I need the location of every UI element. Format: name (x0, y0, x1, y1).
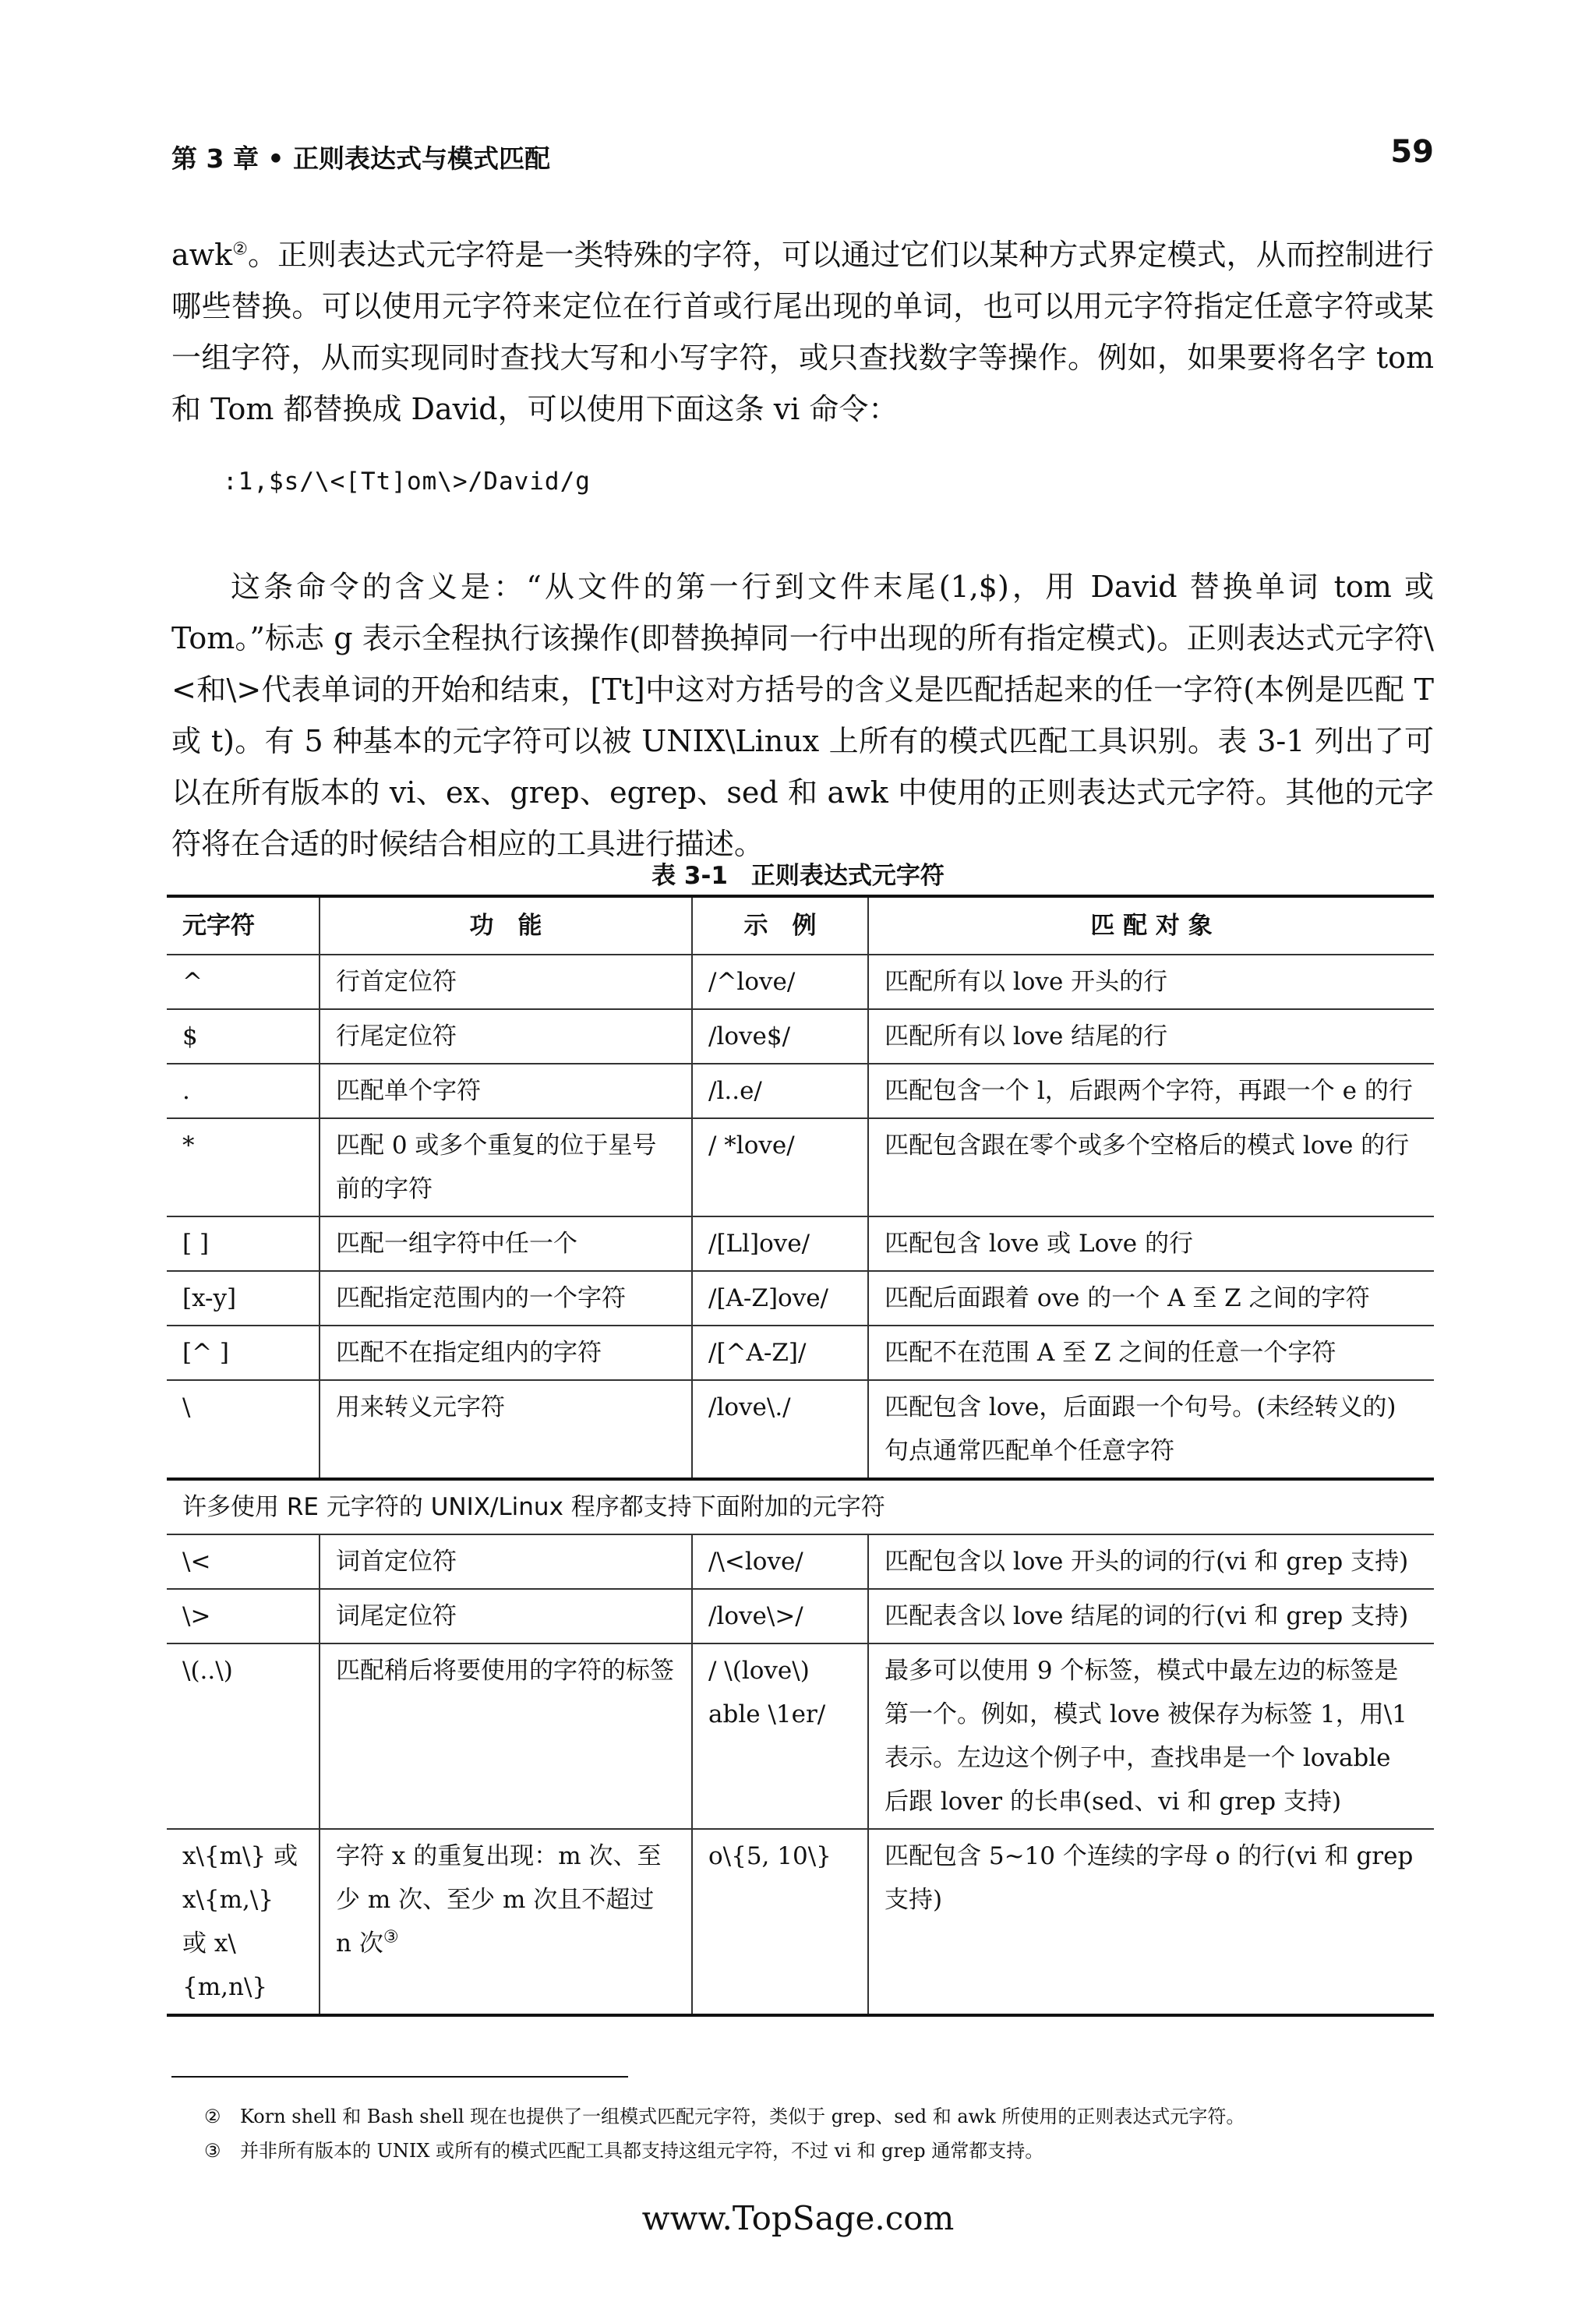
watermark-url: www.TopSage.com (641, 2199, 955, 2237)
footnote-marker: ③ (204, 2140, 221, 2162)
footnote-divider (171, 2076, 628, 2078)
footnote-text: 并非所有版本的 UNIX 或所有的模式匹配工具都支持这组元字符，不过 vi 和 grep 通常都支持。 (240, 2140, 1044, 2162)
cell-metachar: \< (167, 1534, 320, 1589)
cell-function: 词首定位符 (320, 1534, 692, 1589)
cell-example: o\{5, 10\} (692, 1829, 868, 2015)
cell-function (320, 1829, 692, 2015)
footnote-marker: ② (204, 2106, 221, 2127)
cell-function: 行尾定位符 (320, 1009, 692, 1064)
cell-example: /love\>/ (692, 1589, 868, 1643)
table-caption-number: 表 3-1 (651, 862, 728, 890)
chapter-title: 第 3 章 • 正则表达式与模式匹配 (171, 143, 551, 174)
cell-metachar: [x-y] (167, 1271, 320, 1326)
cell-example: / *love/ (692, 1118, 868, 1216)
cell-matches: 匹配包含 love 或 Love 的行 (868, 1216, 1434, 1271)
table-row (167, 1118, 1434, 1216)
cell-matches: 匹配包含 love，后面跟一个句号。(未经转义的)句点通常匹配单个任意字符 (868, 1380, 1434, 1479)
cell-metachar: [^ ] (167, 1326, 320, 1380)
table-row (167, 1009, 1434, 1064)
table-row (167, 1216, 1434, 1271)
table-row (167, 1643, 1434, 1829)
cell-matches: 匹配所有以 love 开头的行 (868, 955, 1434, 1009)
cell-example: /[Ll]ove/ (692, 1216, 868, 1271)
cell-matches: 匹配包含以 love 开头的词的行(vi 和 grep 支持) (868, 1534, 1434, 1589)
footnote-ref-2: ② (232, 239, 249, 259)
cell-function: 用来转义元字符 (320, 1380, 692, 1479)
paragraph-explanation: 这条命令的含义是：“从文件的第一行到文件末尾(1,$)，用 David 替换单词 tom 或 Tom。”标志 g 表示全程执行该操作(即替换掉同一行中出现的所有指定模式)。正则表达式元字符\<和\>代表单词的开始和结束，[Tt]中这对方括号的含义是匹配括起来的任一字符(本例是匹配 T 或 t)。有 5 种基本的元字符可以被 UNIX\Linux 上所有的模式匹配工具识别。表 3-1 列出了可以在所有版本的 vi、ex、grep、egrep、sed 和 awk 中使用的正则表达式元字符。其他的元字符将在合适的时候结合相应的工具进行描述。 (171, 570, 1434, 861)
cell-function: 词尾定位符 (320, 1589, 692, 1643)
cell-function: 匹配指定范围内的一个字符 (320, 1271, 692, 1326)
page-number: 59 (1390, 134, 1434, 170)
cell-example: /\<love/ (692, 1534, 868, 1589)
cell-matches: 匹配所有以 love 结尾的行 (868, 1009, 1434, 1064)
page-header (171, 134, 1434, 185)
paragraph-intro (171, 229, 1434, 435)
table-row (167, 955, 1434, 1009)
cell-function: 匹配一组字符中任一个 (320, 1216, 692, 1271)
table-row (167, 1326, 1434, 1380)
cell-metachar: [ ] (167, 1216, 320, 1271)
cell-metachar: \ (167, 1380, 320, 1479)
cell-matches: 匹配包含 5~10 个连续的字母 o 的行(vi 和 grep 支持) (868, 1829, 1434, 2015)
table-row (167, 1380, 1434, 1479)
cell-matches: 匹配包含跟在零个或多个空格后的模式 love 的行 (868, 1118, 1434, 1216)
cell-matches: 匹配包含一个 l，后跟两个字符，再跟一个 e 的行 (868, 1064, 1434, 1118)
header-function: 功 能 (320, 896, 692, 955)
cell-metachar: . (167, 1064, 320, 1118)
table-section-row (167, 1479, 1434, 1534)
footnote-2 (204, 2102, 1420, 2131)
cell-matches: 匹配不在范围 A 至 Z 之间的任意一个字符 (868, 1326, 1434, 1380)
header-metachar: 元字符 (167, 896, 320, 955)
cell-metachar: \> (167, 1589, 320, 1643)
header-matches: 匹 配 对 象 (868, 896, 1434, 955)
footnote-3 (204, 2137, 1420, 2165)
metacharacter-table (167, 895, 1434, 2017)
footnote-text: Korn shell 和 Bash shell 现在也提供了一组模式匹配元字符，类似于 grep、sed 和 awk 所使用的正则表达式元字符。 (240, 2106, 1245, 2127)
table-row (167, 1534, 1434, 1589)
cell-example: /^love/ (692, 955, 868, 1009)
table-row (167, 1589, 1434, 1643)
cell-function: 匹配 0 或多个重复的位于星号前的字符 (320, 1118, 692, 1216)
cell-matches: 匹配后面跟着 ove 的一个 A 至 Z 之间的字符 (868, 1271, 1434, 1326)
cell-function: 匹配不在指定组内的字符 (320, 1326, 692, 1380)
table-row (167, 1064, 1434, 1118)
cell-metachar: * (167, 1118, 320, 1216)
section-label: 许多使用 RE 元字符的 UNIX/Linux 程序都支持下面附加的元字符 (167, 1479, 1434, 1534)
table-row (167, 1829, 1434, 2015)
cell-example: /[^A-Z]/ (692, 1326, 868, 1380)
table-caption (0, 856, 1596, 891)
cell-example: /l..e/ (692, 1064, 868, 1118)
cell-matches: 匹配表含以 love 结尾的词的行(vi 和 grep 支持) (868, 1589, 1434, 1643)
header-example: 示 例 (692, 896, 868, 955)
vi-command-example: :1,$s/\<[Tt]om\>/David/g (223, 468, 591, 496)
cell-function: 行首定位符 (320, 955, 692, 1009)
paragraph-lead: awk (171, 238, 233, 272)
table-caption-title: 正则表达式元字符 (750, 862, 945, 890)
cell-metachar: ^ (167, 955, 320, 1009)
cell-function-text: 字符 x 的重复出现：m 次、至少 m 次、至少 m 次且不超过 n 次 (336, 1842, 662, 1958)
cell-function: 匹配稍后将要使用的字符的标签 (320, 1643, 692, 1829)
cell-metachar: \(..\) (167, 1643, 320, 1829)
paragraph-text: 。正则表达式元字符是一类特殊的字符，可以通过它们以某种方式界定模式，从而控制进行哪些替换。可以使用元字符来定位在行首或行尾出现的单词，也可以用元字符指定任意字符或某一组字符，从而实现同时查找大写和小写字符，或只查找数字等操作。例如，如果要将名字 tom 和 Tom 都替换成 David，可以使用下面这条 vi 命令： (171, 238, 1434, 426)
cell-example: /love$/ (692, 1009, 868, 1064)
cell-example: /[A-Z]ove/ (692, 1271, 868, 1326)
table-row (167, 1271, 1434, 1326)
cell-example: /love\./ (692, 1380, 868, 1479)
cell-function: 匹配单个字符 (320, 1064, 692, 1118)
cell-matches: 最多可以使用 9 个标签，模式中最左边的标签是第一个。例如，模式 love 被保存为标签 1，用\1 表示。左边这个例子中，查找串是一个 lovable 后跟 lover 的长串(sed、vi 和 grep 支持) (868, 1643, 1434, 1829)
table-header-row (167, 896, 1434, 955)
cell-metachar: x\{m\} 或 x\{m,\} 或 x\{m,n\} (167, 1829, 320, 2015)
cell-example: / \(love\) able \1er/ (692, 1643, 868, 1829)
cell-metachar: $ (167, 1009, 320, 1064)
footnote-ref-3: ③ (383, 1927, 399, 1947)
